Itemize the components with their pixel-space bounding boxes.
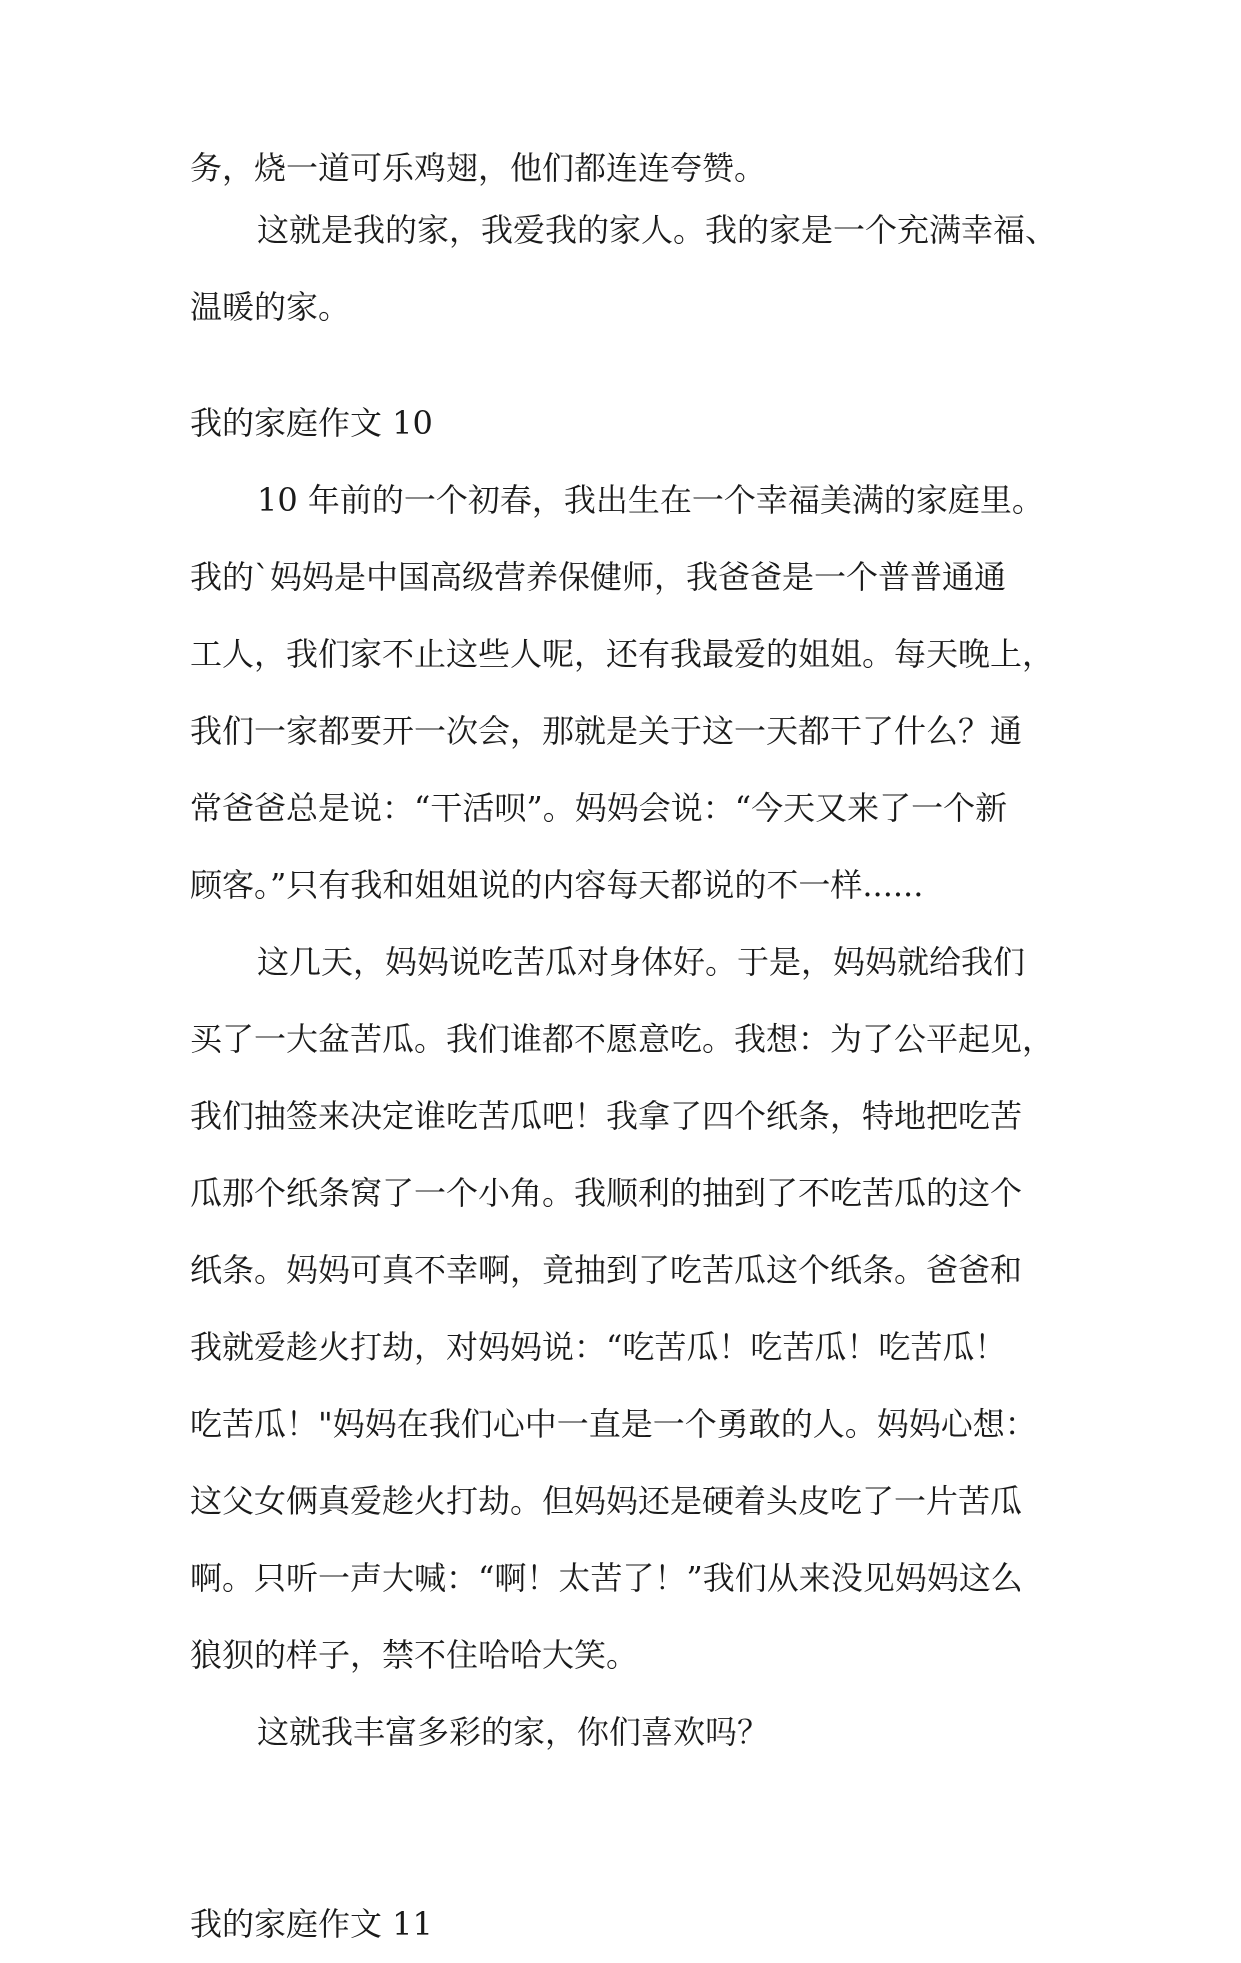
section-heading: 我的家庭作文 10: [190, 404, 433, 442]
text-line: 顾客。”只有我和姐姐说的内容每天都说的不一样......: [190, 866, 924, 904]
text-line: 这就是我的家，我爱我的家人。我的家是一个充满幸福、: [257, 211, 1058, 249]
closing-paragraph: [190, 192, 1070, 346]
section10-paragraph-2: [190, 924, 1070, 1694]
section10-paragraph-1: [190, 462, 1070, 924]
text-line: 纸条。妈妈可真不幸啊，竟抽到了吃苦瓜这个纸条。爸爸和: [190, 1251, 1023, 1289]
text-line: 吃苦瓜！"妈妈在我们心中一直是一个勇敢的人。妈妈心想：: [190, 1405, 1037, 1443]
text-line: 务，烧一道可乐鸡翅，他们都连连夸赞。: [190, 149, 767, 187]
text-line: 瓜那个纸条窝了一个小角。我顺利的抽到了不吃苦瓜的这个: [190, 1174, 1023, 1212]
text-line: 买了一大盆苦瓜。我们谁都不愿意吃。我想：为了公平起见，: [190, 1020, 1055, 1058]
text-line: 我就爱趁火打劫，对妈妈说：“吃苦瓜！吃苦瓜！吃苦瓜！: [190, 1328, 1007, 1366]
text-line: 这父女俩真爱趁火打劫。但妈妈还是硬着头皮吃了一片苦瓜: [190, 1482, 1023, 1520]
text-line: 这几天，妈妈说吃苦瓜对身体好。于是，妈妈就给我们: [257, 943, 1026, 981]
text-line: 啊。只听一声大喊：“啊！太苦了！”我们从来没见妈妈这么: [190, 1559, 1023, 1597]
text-line: 温暖的家。: [190, 288, 351, 326]
text-line: 这就我丰富多彩的家，你们喜欢吗？: [257, 1713, 770, 1751]
text-line: 我们一家都要开一次会，那就是关于这一天都干了什么？通: [190, 712, 1023, 750]
text-line: 常爸爸总是说：“干活呗”。妈妈会说：“今天又来了一个新: [190, 789, 1008, 827]
text-line: 我们抽签来决定谁吃苦瓜吧！我拿了四个纸条，特地把吃苦: [190, 1097, 1023, 1135]
text-line: 工人，我们家不止这些人呢，还有我最爱的姐姐。每天晚上，: [190, 635, 1055, 673]
section-heading: 我的家庭作文 11: [190, 1905, 433, 1943]
section10-paragraph-3: [190, 1694, 1070, 1771]
text-line: 10 年前的一个初春，我出生在一个幸福美满的家庭里。: [257, 481, 1044, 519]
section-title-11: [190, 1886, 1070, 1963]
text-line: 我的`妈妈是中国高级营养保健师，我爸爸是一个普普通通: [190, 558, 1007, 596]
section-title-10: [190, 385, 1070, 462]
text-line: 狼狈的样子，禁不住哈哈大笑。: [190, 1636, 639, 1674]
